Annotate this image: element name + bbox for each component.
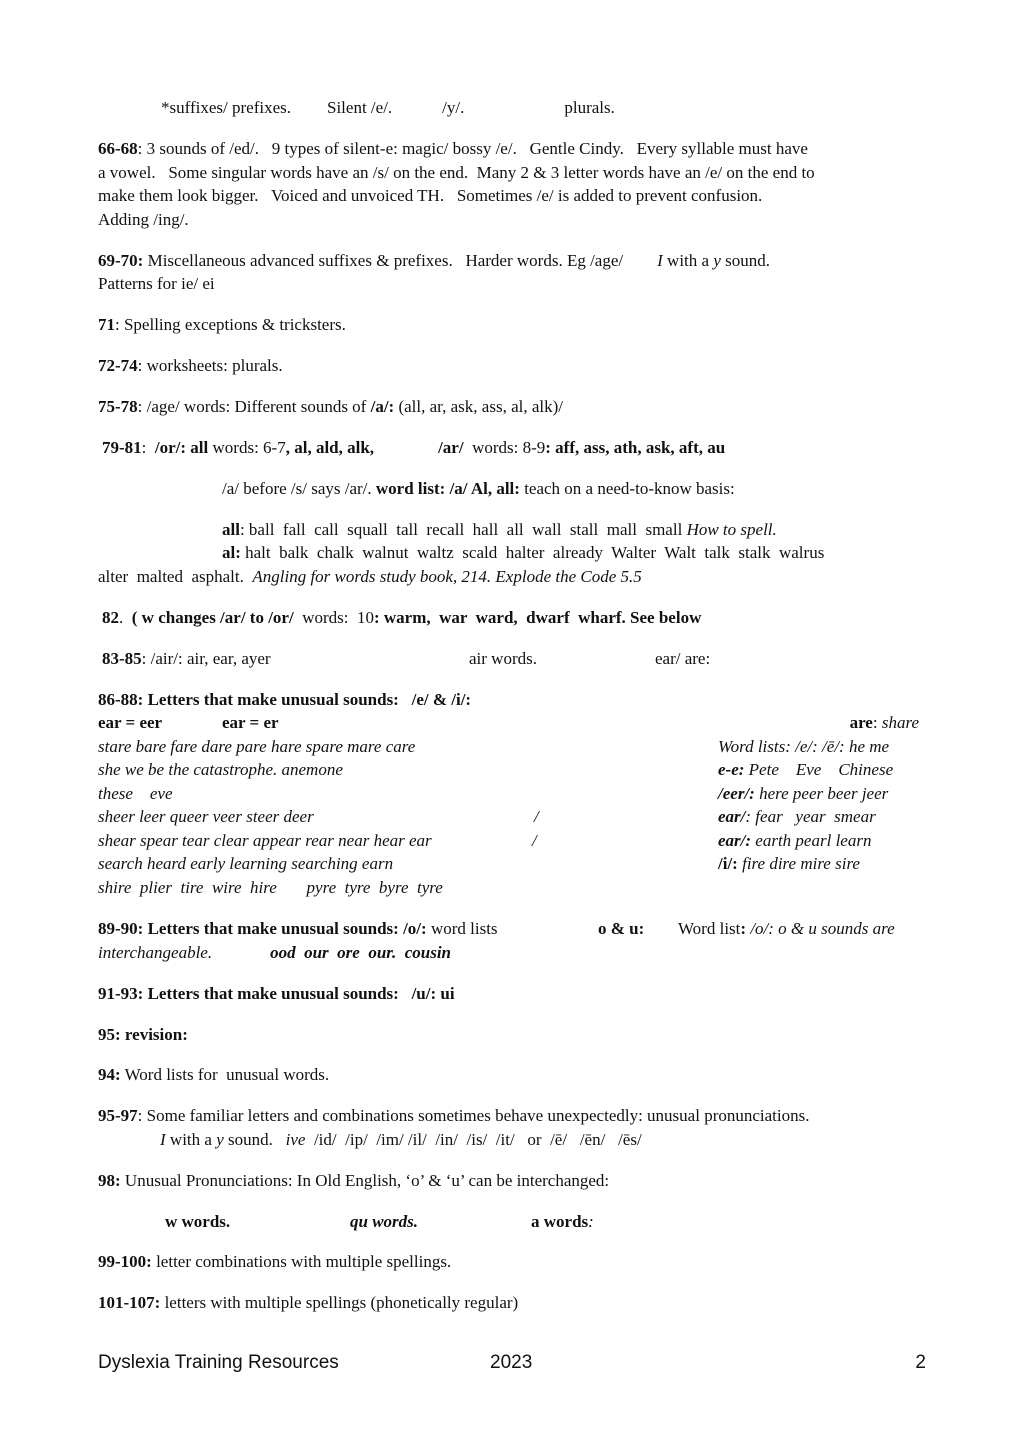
para-69-70-line2: Patterns for ie/ ei	[98, 274, 215, 293]
word-list-right-1: Word lists: /e/: /ē/: he me	[718, 737, 890, 756]
word-list-al-cont: alter malted asphalt. Angling for words study book, 214. Explode the Code 5.5	[98, 567, 642, 586]
para-66-68-line2: a vowel. Some singular words have an /s/ on the end. Many 2 & 3 letter words have an /e/ on the end to	[98, 163, 815, 182]
word-list-al: al: halt balk chalk walnut waltz scald halter already Walter Walt talk stalk walrus	[222, 543, 825, 562]
para-89-90-line2: interchangeable. ood our ore our. cousin	[98, 943, 452, 962]
footer-title: Dyslexia Training Resources	[98, 1352, 339, 1373]
para-69-70-line1: 69-70: Miscellaneous advanced suffixes & prefixes. Harder words. Eg /age/ I with a y sound.	[98, 251, 770, 270]
para-66-68-line3: make them look bigger. Voiced and unvoiced TH. Sometimes /e/ is added to prevent confusion.	[98, 186, 763, 205]
o-u-label: o & u:	[598, 919, 645, 938]
word-list-right-6: /i/: fire dire mire sire	[718, 854, 860, 873]
para-95-97-line2: I with a y sound. ive /id/ /ip/ /im/ /il/ /in/ /is/ /it/ or /ē/ /ēn/ /ēs/	[160, 1130, 642, 1149]
word-list-right-4: ear/: fear year smear	[718, 807, 876, 826]
para-89-90-line1: 89-90: Letters that make unusual sounds: /o/: word lists	[98, 919, 498, 938]
text: plurals.	[564, 98, 615, 117]
qu-words-label: qu words.	[350, 1212, 419, 1231]
slash-1: /	[534, 807, 539, 826]
word-list-left-6: search heard early learning searching earn	[98, 854, 394, 873]
para-95-revision: 95: revision:	[98, 1025, 188, 1044]
word-list-left-2: she we be the catastrophe. anemone	[98, 760, 343, 779]
para-75-78: 75-78: /age/ words: Different sounds of /a/: (all, ar, ask, ass, al, alk)/	[98, 397, 563, 416]
para-71: 71: Spelling exceptions & tricksters.	[98, 315, 346, 334]
para-94: 94: Word lists for unusual words.	[98, 1065, 330, 1084]
ear-are-label: ear/ are:	[655, 649, 711, 668]
ear-eer-label: ear = eer	[98, 713, 163, 732]
word-list-left-5: shear spear tear clear appear rear near hear ear	[98, 831, 432, 850]
text: Silent /e/.	[327, 98, 393, 117]
ear-er-label: ear = er	[222, 713, 279, 732]
para-66-68-line1: 66-68: 3 sounds of /ed/. 9 types of silent-e: magic/ bossy /e/. Gentle Cindy. Every syllable must have	[98, 139, 808, 158]
para-101-107: 101-107: letters with multiple spellings (phonetically regular)	[98, 1293, 519, 1312]
footer-year: 2023	[490, 1352, 533, 1373]
are-share: are: share	[849, 713, 919, 732]
word-list-all: all: ball fall call squall tall recall hall all wall stall mall small How to spell.	[222, 520, 777, 539]
word-list-o-u: Word list: /o/: o & u sounds are	[678, 919, 895, 938]
para-91-93: 91-93: Letters that make unusual sounds: /u/: ui	[98, 984, 455, 1003]
air-words-label: air words.	[469, 649, 537, 668]
text: /y/.	[442, 98, 465, 117]
para-86-88-heading: 86-88: Letters that make unusual sounds: /e/ & /i/:	[98, 690, 472, 709]
para-99-100: 99-100: letter combinations with multiple spellings.	[98, 1252, 452, 1271]
word-list-right-2: e-e: Pete Eve Chinese	[718, 760, 894, 779]
page-number: 2	[915, 1352, 926, 1373]
para-66-68-line4: Adding /ing/.	[98, 210, 189, 229]
text: *suffixes/ prefixes.	[161, 98, 291, 117]
word-list-left-4: sheer leer queer veer steer deer	[98, 807, 314, 826]
word-list-left-1: stare bare fare dare pare hare spare mare care	[98, 737, 416, 756]
para-83-85: 83-85: /air/: air, ear, ayer	[102, 649, 271, 668]
word-list-right-5: ear/: earth pearl learn	[718, 831, 872, 850]
section-number: 66-68	[98, 139, 138, 158]
slash-2: /	[532, 831, 537, 850]
para-a-before-s: /a/ before /s/ says /ar/. word list: /a/ Al, all: teach on a need-to-know basis:	[222, 479, 735, 498]
a-words-label: a words:	[531, 1212, 594, 1231]
para-72-74: 72-74: worksheets: plurals.	[98, 356, 283, 375]
para-82: 82. ( w changes /ar/ to /or/ words: 10: warm, war ward, dwarf wharf. See below	[102, 608, 702, 627]
para-95-97-line1: 95-97: Some familiar letters and combinations sometimes behave unexpectedly: unusual pronunciations.	[98, 1106, 810, 1125]
word-list-left-3: these eve	[98, 784, 173, 803]
line-suffixes	[161, 97, 615, 119]
para-98: 98: Unusual Pronunciations: In Old English, ‘o’ & ‘u’ can be interchanged:	[98, 1171, 610, 1190]
w-words-label: w words.	[165, 1212, 231, 1231]
para-79-81: 79-81: /or/: all words: 6-7, al, ald, alk, /ar/ words: 8-9: aff, ass, ath, ask, aft, au	[102, 438, 726, 457]
word-list-left-7: shire plier tire wire hire pyre tyre byre tyre	[98, 878, 443, 897]
word-list-right-3: /eer/: here peer beer jeer	[718, 784, 889, 803]
